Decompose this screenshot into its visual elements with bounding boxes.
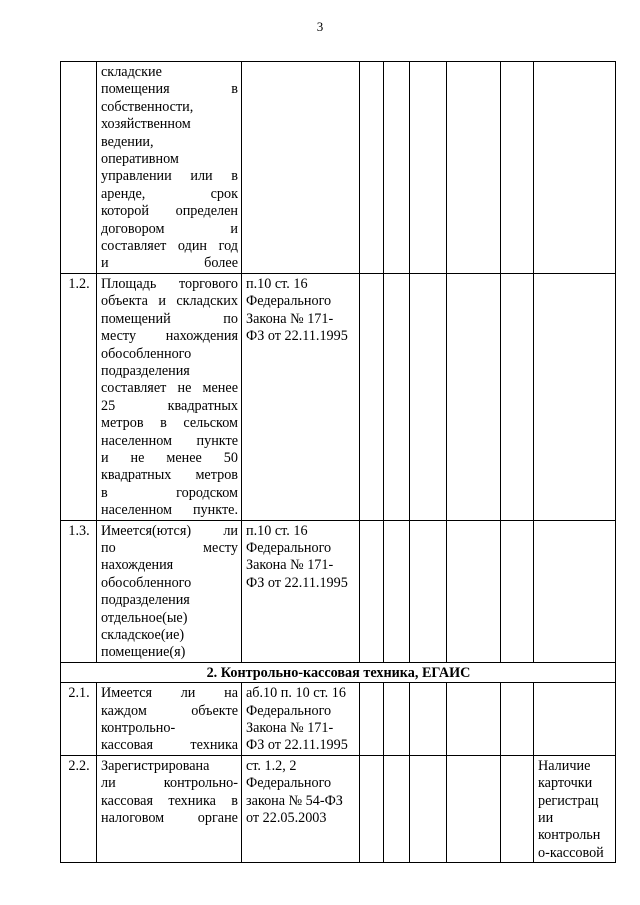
requirement-cell <box>97 520 242 662</box>
section-row <box>61 662 616 682</box>
text-line: обособленного <box>101 345 192 362</box>
text-line: Закона № 171- <box>246 557 334 574</box>
text-line: подразделения <box>101 362 190 379</box>
answer-cell <box>447 683 501 756</box>
text-line: нахождения <box>101 557 174 574</box>
row-number: 2.1. <box>61 683 97 756</box>
text-line: п.10 ст. 16 <box>246 275 308 292</box>
text-line: Наличие <box>538 757 591 774</box>
note-cell <box>534 62 616 274</box>
requirement-cell <box>97 273 242 520</box>
page-number: 3 <box>316 19 324 34</box>
text-line: ведении, <box>101 133 154 150</box>
text-line: о-кассовой <box>538 844 604 861</box>
text-line: помещение(я) <box>101 644 186 661</box>
text-line: Площадь торгового <box>101 275 238 292</box>
text-line: закона № 54-ФЗ <box>246 792 343 809</box>
note-cell <box>534 683 616 756</box>
text-line: и не менее 50 <box>101 449 238 466</box>
text-line: Зарегистрирована <box>101 757 210 774</box>
answer-cell <box>410 755 447 862</box>
text-line: оперативном <box>101 151 179 168</box>
text-line: квадратных метров <box>101 467 238 484</box>
text-line: складское(ие) <box>101 627 185 643</box>
text-line: контрольн <box>538 827 601 844</box>
answer-cell <box>501 62 534 274</box>
text-line: каждом объекте <box>101 702 238 719</box>
text-line: ли контрольно- <box>101 775 238 792</box>
checklist-body <box>61 62 616 863</box>
text-line: отдельное(ые) <box>101 609 188 626</box>
text-line: подразделения <box>101 592 190 609</box>
answer-cell <box>501 520 534 662</box>
text-line: 25 квадратных <box>101 397 238 414</box>
answer-cell <box>360 273 384 520</box>
section-heading: 2. Контрольно-кассовая техника, ЕГАИС <box>61 662 616 682</box>
text-line: кассовая техника <box>101 737 238 754</box>
text-line: Закона № 171- <box>246 310 334 327</box>
answer-cell <box>384 755 410 862</box>
answer-cell <box>360 62 384 274</box>
requirement-cell <box>97 62 242 274</box>
answer-cell <box>501 683 534 756</box>
text-line: кассовая техника в <box>101 792 238 809</box>
text-line: договором и <box>101 220 238 237</box>
table-row <box>61 520 616 662</box>
text-line: регистрац <box>538 792 599 809</box>
text-line: в городском <box>101 484 238 501</box>
text-line: Федерального <box>246 775 332 792</box>
text-line: ФЗ от 22.11.1995 <box>246 574 348 591</box>
text-line: Закона № 171- <box>246 720 334 737</box>
text-line: ии <box>538 810 554 827</box>
text-line: обособленного <box>101 574 192 591</box>
answer-cell <box>360 520 384 662</box>
table-row <box>61 273 616 520</box>
text-line: по месту <box>101 539 238 556</box>
answer-cell <box>384 683 410 756</box>
text-line: Имеется ли на <box>101 685 238 702</box>
answer-cell <box>360 755 384 862</box>
text-line: месту нахождения <box>101 328 238 345</box>
answer-cell <box>384 520 410 662</box>
answer-cell <box>447 62 501 274</box>
text-line: помещений по <box>101 310 238 327</box>
text-line: складские <box>101 64 162 80</box>
text-line: карточки <box>538 775 593 792</box>
table-row <box>61 62 616 274</box>
text-line: метров в сельском <box>101 415 238 432</box>
text-line: управлении или в <box>101 168 238 185</box>
row-number: 1.2. <box>61 273 97 520</box>
answer-cell <box>447 273 501 520</box>
text-line: ст. 1.2, 2 <box>246 757 297 774</box>
text-line: и более <box>101 255 238 272</box>
answer-cell <box>447 755 501 862</box>
answer-cell <box>410 273 447 520</box>
law-reference-cell <box>242 755 360 862</box>
text-line: которой определен <box>101 203 238 220</box>
text-line: от 22.05.2003 <box>246 810 327 827</box>
text-line: Федерального <box>246 539 332 556</box>
table-row <box>61 683 616 756</box>
text-line: помещения в <box>101 81 238 98</box>
text-line: Федерального <box>246 702 332 719</box>
text-line: ФЗ от 22.11.1995 <box>246 737 348 754</box>
note-cell <box>534 520 616 662</box>
answer-cell <box>360 683 384 756</box>
law-reference-cell <box>242 520 360 662</box>
text-line: Федерального <box>246 293 332 310</box>
text-line: объекта и складских <box>101 293 238 310</box>
law-reference-cell <box>242 62 360 274</box>
text-line: составляет не менее <box>101 380 238 397</box>
row-number <box>61 62 97 274</box>
text-line: Имеется(ются) ли <box>101 522 238 539</box>
law-reference-cell <box>242 683 360 756</box>
table-row <box>61 755 616 862</box>
text-line: аб.10 п. 10 ст. 16 <box>246 685 346 702</box>
text-line: контрольно- <box>101 720 176 737</box>
answer-cell <box>410 62 447 274</box>
note-cell <box>534 755 616 862</box>
text-line: налоговом органе <box>101 810 238 827</box>
text-line: ФЗ от 22.11.1995 <box>246 328 348 345</box>
text-line: населенном пункте. <box>101 502 238 519</box>
text-line: аренде, срок <box>101 185 238 202</box>
answer-cell <box>410 683 447 756</box>
answer-cell <box>384 273 410 520</box>
text-line: составляет один год <box>101 238 238 255</box>
note-cell <box>534 273 616 520</box>
text-line: хозяйственном <box>101 116 191 133</box>
text-line: населенном пункте <box>101 432 238 449</box>
requirement-cell <box>97 683 242 756</box>
text-line: п.10 ст. 16 <box>246 522 308 539</box>
text-line: собственности, <box>101 98 194 115</box>
answer-cell <box>410 520 447 662</box>
answer-cell <box>501 273 534 520</box>
answer-cell <box>384 62 410 274</box>
answer-cell <box>447 520 501 662</box>
checklist-table <box>60 61 616 863</box>
requirement-cell <box>97 755 242 862</box>
row-number: 2.2. <box>61 755 97 862</box>
row-number: 1.3. <box>61 520 97 662</box>
law-reference-cell <box>242 273 360 520</box>
answer-cell <box>501 755 534 862</box>
